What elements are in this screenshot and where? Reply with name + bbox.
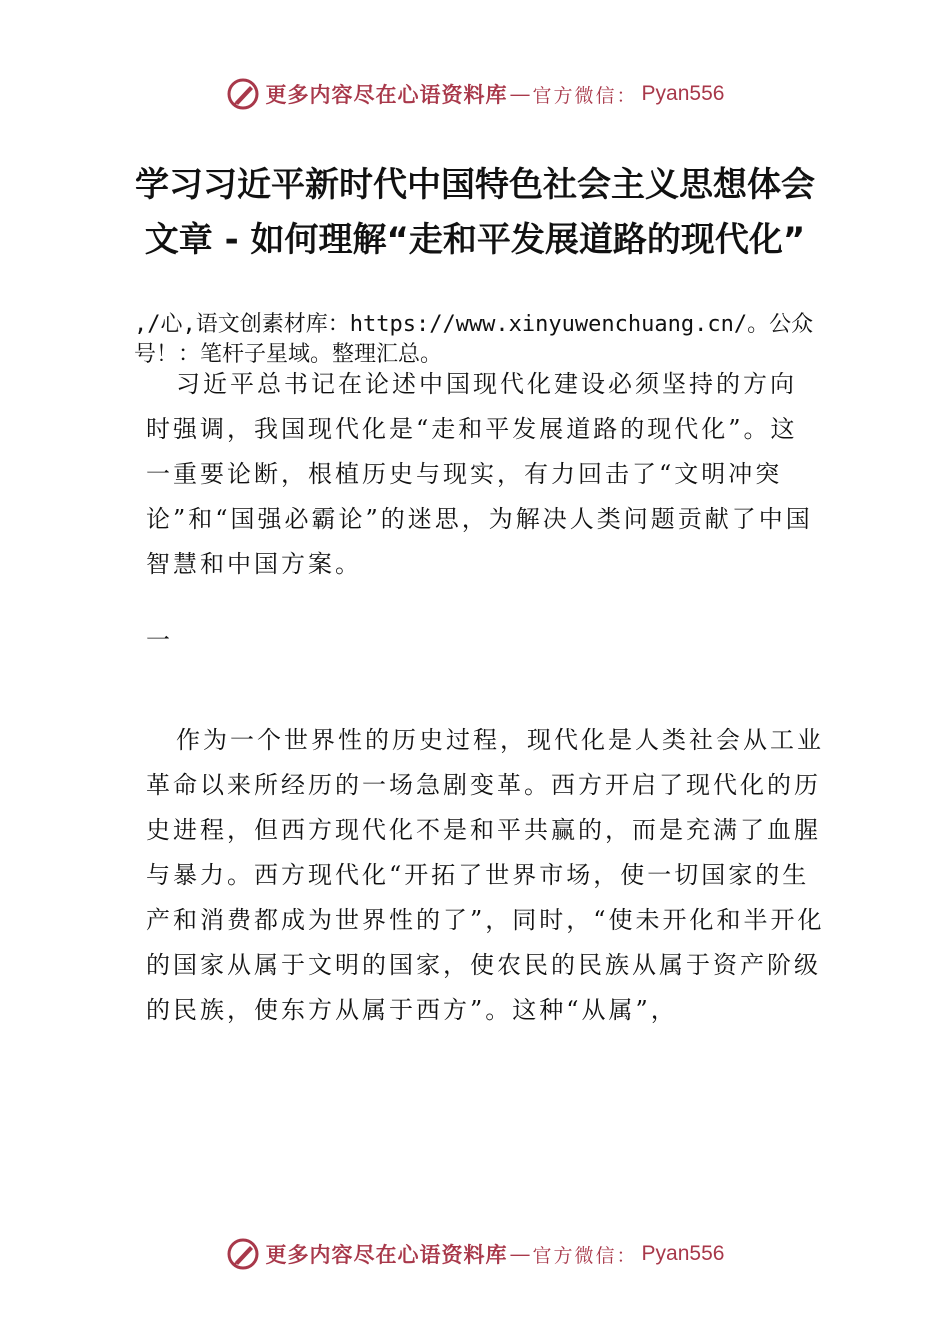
banner-dash: — <box>509 82 531 106</box>
header-banner <box>0 72 950 116</box>
section-number: 一 <box>146 626 170 654</box>
source-line: ,/心,语文创素材库：https://www.xinyuwenchuang.cn/。公众号！：笔杆子星域。整理汇总。 <box>134 312 814 367</box>
pen-logo-icon <box>226 1237 260 1271</box>
banner-wechat-id: Pyan556 <box>641 1242 725 1265</box>
footer-banner <box>0 1232 950 1276</box>
banner-wechat-label: 官方微信： <box>532 1244 638 1267</box>
pen-logo-icon <box>226 77 260 111</box>
banner-wechat-id: Pyan556 <box>641 82 725 105</box>
paragraph-2: 作为一个世界性的历史过程，现代化是人类社会从工业革命以来所经历的一场急剧变革。西方开启了现代化的历史进程，但西方现代化不是和平共赢的，而是充满了血腥与暴力。西方现代化“开拓了世界市场，使一切国家的生产和消费都成为世界性的了”，同时，“使未开化和半开化的国家从属于文明的国家，使农民的民族从属于资产阶级的民族，使东方从属于西方”。这种“从属”， <box>146 726 825 1024</box>
document-title: 学习习近平新时代中国特色社会主义思想体会文章 - 如何理解“走和平发展道路的现代化” <box>135 165 815 260</box>
banner-main-text: 更多内容尽在心语资料库 <box>265 1242 508 1267</box>
banner-main-text: 更多内容尽在心语资料库 <box>265 82 508 107</box>
banner-wechat-label: 官方微信： <box>532 84 638 107</box>
paragraph-1: 习近平总书记在论述中国现代化建设必须坚持的方向时强调，我国现代化是“走和平发展道路的现代化”。这一重要论断，根植历史与现实，有力回击了“文明冲突论”和“国强必霸论”的迷思，为解决人类问题贡献了中国智慧和中国方案。 <box>146 370 813 578</box>
banner-dash: — <box>509 1242 531 1266</box>
